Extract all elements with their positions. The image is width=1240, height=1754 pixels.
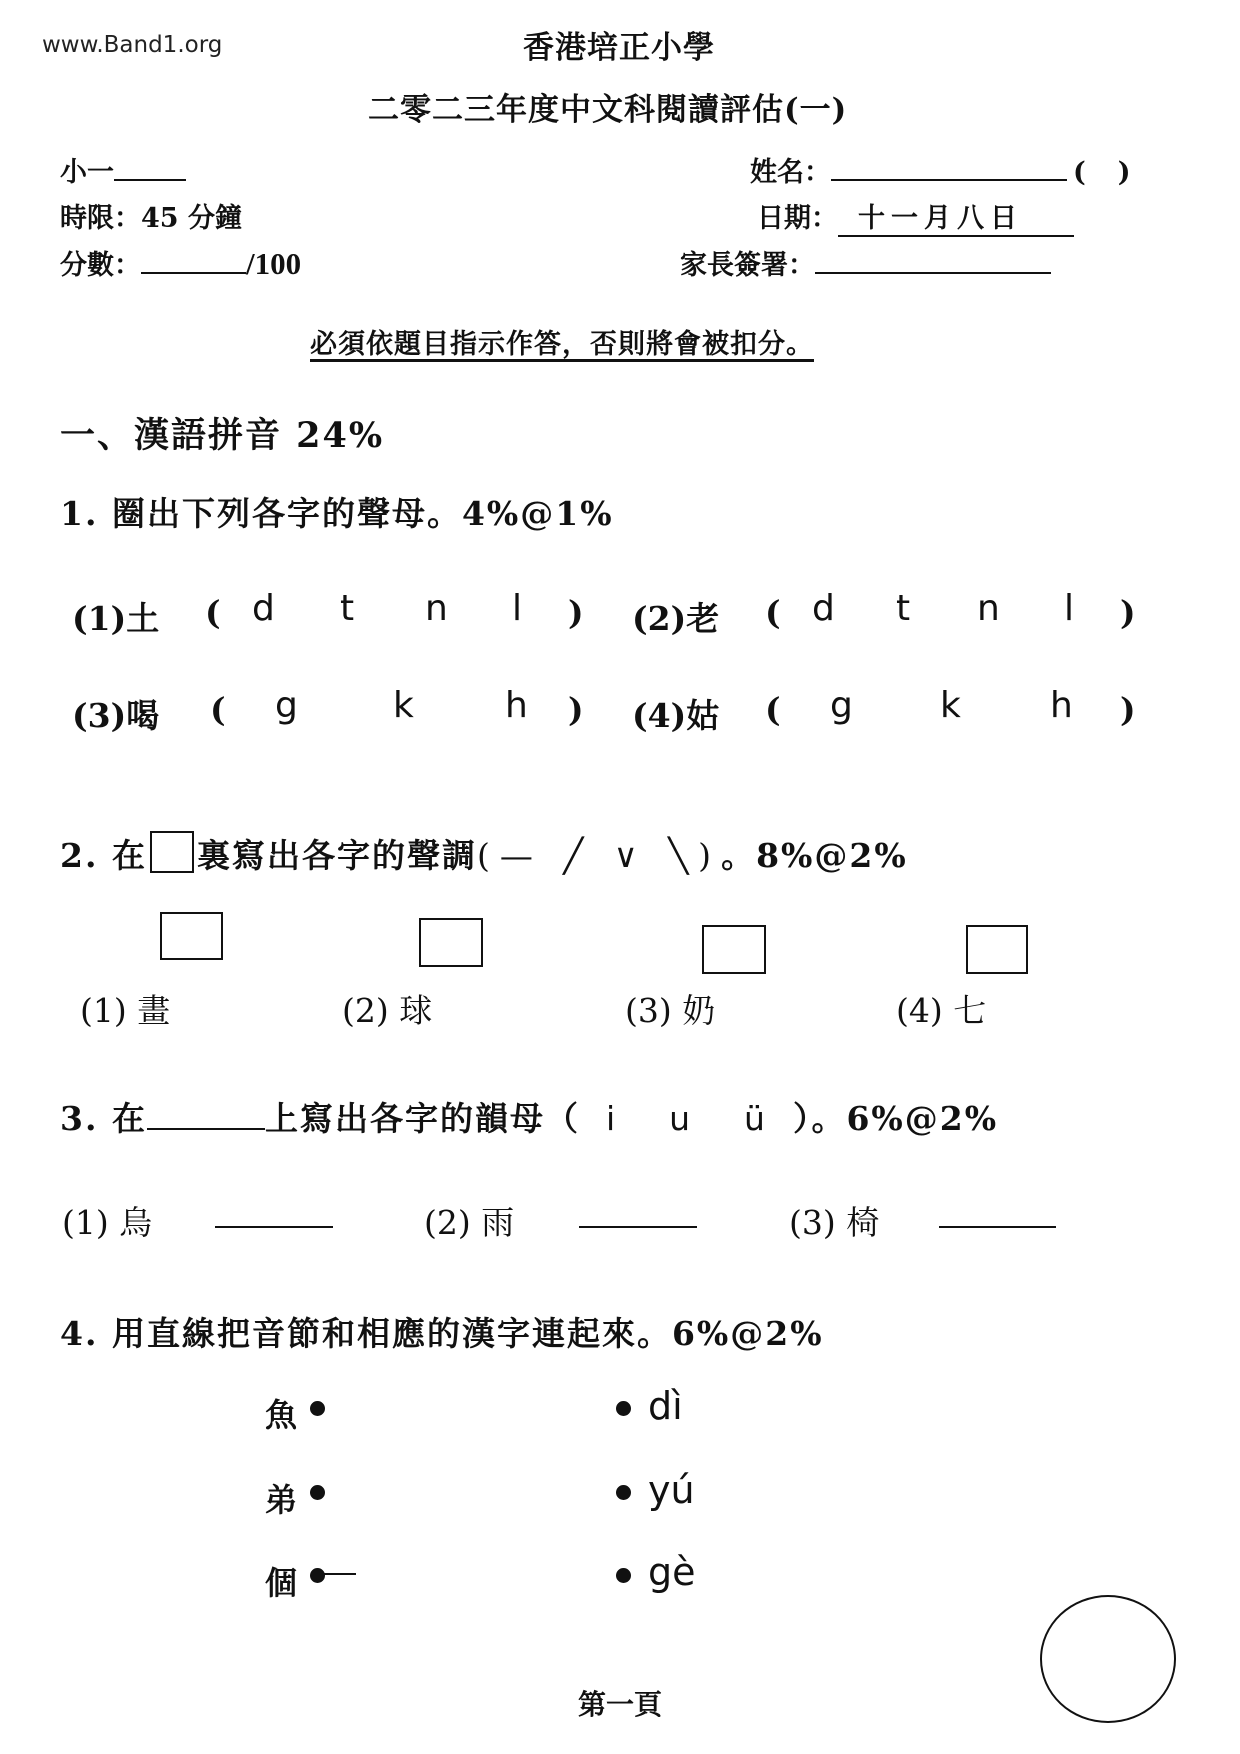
q2-answer-box-2[interactable]: [419, 918, 483, 967]
q3-item-1: [62, 1197, 152, 1244]
q1-prompt: 1. 圈出下列各字的聲母。4%@1%: [60, 494, 614, 533]
q2-answer-box-3[interactable]: [702, 925, 766, 974]
q2-tones: (— ╱ ∨ ╲): [476, 836, 722, 875]
exam-title: 二零二三年度中文科閱讀評估(一): [368, 92, 848, 128]
parent-sign-label: 家長簽署：: [680, 250, 815, 281]
q2-inline-box-icon: [150, 831, 194, 873]
q3-option: u: [669, 1099, 693, 1138]
q3-prompt-c: ）。6%@2%: [792, 1099, 999, 1138]
q3-item-2: [424, 1197, 514, 1244]
school-name: 香港培正小學: [523, 30, 715, 66]
q4-right-dot[interactable]: [616, 1568, 631, 1583]
q3-inline-blank: [147, 1100, 265, 1130]
class-no-close: ): [1117, 157, 1131, 188]
q4-prompt: 4. 用直線把音節和相應的漢字連起來。6%@2%: [60, 1314, 824, 1353]
q3-item-2-label: (2) 雨: [424, 1203, 515, 1242]
q1-item-4-label: (4)姑: [632, 696, 720, 735]
parent-sign-field: [680, 243, 1051, 282]
score-field: [60, 243, 301, 282]
instruction: 必須依題目指示作答，否則將會被扣分。: [310, 329, 814, 360]
q4-right-pinyin: gè: [648, 1550, 696, 1594]
q2-item-1: (1) 畫: [80, 991, 171, 1030]
q1-item-4-option[interactable]: g: [830, 685, 853, 726]
q1-item-1-option[interactable]: n: [425, 588, 448, 629]
q4-connector-stub: [322, 1573, 356, 1575]
score-label: 分數：: [60, 250, 141, 281]
q1-item-3-paren-open: (: [210, 690, 226, 729]
q4-right-pinyin: yú: [648, 1468, 695, 1512]
class-no-open: (: [1073, 157, 1086, 188]
date-field: [757, 196, 1074, 237]
q4-right-pinyin: dì: [648, 1384, 683, 1428]
score-circle[interactable]: [1040, 1595, 1176, 1723]
q2-prompt: [60, 830, 908, 877]
q1-item-4-option[interactable]: h: [1050, 685, 1073, 726]
q1-item-1-paren-close: ): [568, 593, 584, 632]
q2-answer-box-1[interactable]: [160, 912, 223, 960]
q3-item-3: [789, 1197, 879, 1244]
q1-item-2-paren-close: ): [1120, 593, 1136, 632]
q2-item-2: (2) 球: [342, 991, 433, 1030]
q1-item-1-paren-open: (: [205, 593, 221, 632]
name-input[interactable]: [831, 153, 1067, 181]
class-input[interactable]: [114, 153, 186, 181]
q3-prompt: [60, 1093, 998, 1140]
q3-prompt-b: 上寫出各字的韻母（: [264, 1099, 580, 1138]
q3-option: ü: [744, 1099, 767, 1138]
q1-item-3-label: (3)喝: [72, 696, 160, 735]
section-title: 一、漢語拼音 24%: [60, 415, 385, 456]
q4-left-char: 魚: [265, 1396, 298, 1434]
q2-item-3: (3) 奶: [625, 991, 716, 1030]
q1-item-1-option[interactable]: d: [252, 588, 275, 629]
q1-item-3-paren-close: ): [568, 690, 584, 729]
q4-left-dot[interactable]: [310, 1401, 325, 1416]
date-value[interactable]: 十一月八日: [838, 196, 1074, 237]
q3-prompt-a: 3. 在: [60, 1099, 147, 1138]
q1-item-2-option[interactable]: n: [977, 588, 1000, 629]
q1-item-2-label: (2)老: [632, 599, 720, 638]
date-label: 日期：: [757, 203, 838, 234]
q1-item-3-option[interactable]: h: [505, 685, 528, 726]
q4-left-dot[interactable]: [310, 1568, 325, 1583]
q1-item-4-option[interactable]: k: [940, 685, 961, 726]
q4-left-dot[interactable]: [310, 1485, 325, 1500]
time-limit: 時限：45 分鐘: [60, 203, 242, 234]
score-total: /100: [246, 246, 302, 281]
q3-item-2-answer[interactable]: [579, 1226, 697, 1228]
q2-marks: 。8%@2%: [721, 836, 908, 875]
name-field: [750, 150, 1131, 189]
q4-right-dot[interactable]: [616, 1401, 631, 1416]
q3-option: i: [605, 1099, 618, 1138]
q1-item-2-option[interactable]: t: [896, 588, 911, 629]
q4-left-char: 弟: [265, 1481, 298, 1519]
q1-item-2-paren-open: (: [765, 593, 781, 632]
q3-item-3-answer[interactable]: [939, 1226, 1056, 1228]
q4-right-dot[interactable]: [616, 1485, 631, 1500]
q1-item-4-paren-open: (: [765, 690, 781, 729]
parent-sign-input[interactable]: [815, 246, 1051, 274]
q3-item-1-answer[interactable]: [215, 1226, 333, 1228]
name-label: 姓名：: [750, 157, 831, 188]
q1-item-2-option[interactable]: d: [812, 588, 835, 629]
class-label: 小一: [60, 157, 114, 188]
q1-item-1-option[interactable]: l: [512, 588, 523, 629]
q1-item-1-option[interactable]: t: [340, 588, 355, 629]
score-input[interactable]: [141, 246, 246, 274]
q4-left-char: 個: [265, 1564, 298, 1602]
q3-item-3-label: (3) 椅: [789, 1203, 880, 1242]
q2-prompt-b: 裏寫出各字的聲調: [196, 836, 477, 875]
class-field: [60, 150, 186, 189]
q3-item-1-label: (1) 烏: [62, 1203, 153, 1242]
q2-item-4: (4) 七: [896, 991, 987, 1030]
q1-item-3-option[interactable]: k: [393, 685, 414, 726]
q2-answer-box-4[interactable]: [966, 925, 1028, 974]
q1-item-3-option[interactable]: g: [275, 685, 298, 726]
q2-prompt-a: 2. 在: [60, 836, 147, 875]
q1-item-4-paren-close: ): [1120, 690, 1136, 729]
page-number: 第一頁: [578, 1688, 663, 1721]
q1-item-2-option[interactable]: l: [1064, 588, 1075, 629]
q1-item-1-label: (1)土: [72, 599, 160, 638]
watermark: www.Band1.org: [42, 32, 223, 58]
